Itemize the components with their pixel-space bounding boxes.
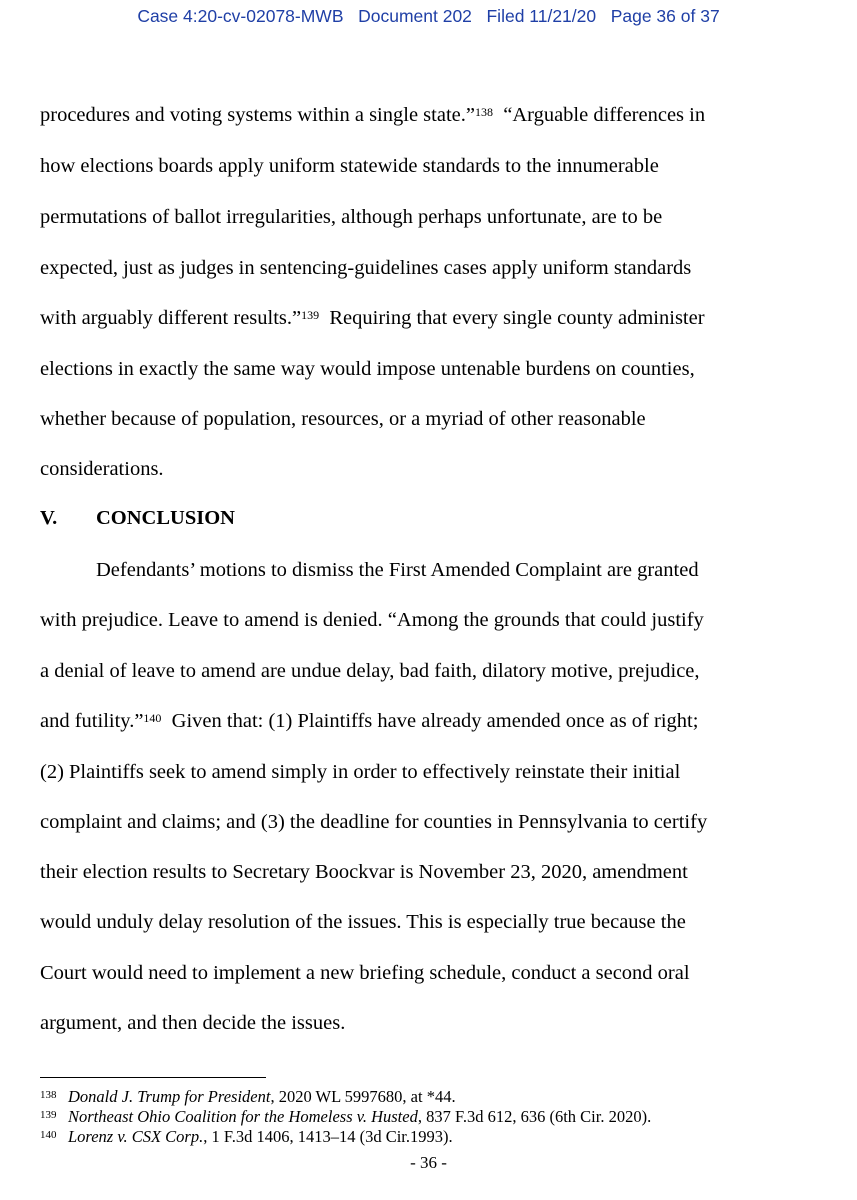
body-line: with arguably different results.”$^{139}$ Requiring that every single county administer xyxy=(40,307,705,329)
body-line: argument, and then decide the issues. xyxy=(40,1012,346,1034)
body-line: (2) Plaintiffs seek to amend simply in order to effectively reinstate their initial xyxy=(40,761,681,783)
section-title: CONCLUSION xyxy=(96,507,235,529)
body-line: procedures and voting systems within a single state.”$^{138}$ “Arguable differences in xyxy=(40,104,706,126)
footnote: 140 Lorenz v. CSX Corp., 1 F.3d 1406, 1413–14 (3d Cir.1993). xyxy=(40,1127,453,1146)
body-line: how elections boards apply uniform statewide standards to the innumerable xyxy=(40,155,659,177)
case-name: Northeast Ohio Coalition for the Homeless v. Husted xyxy=(68,1107,418,1126)
footnote-number: 139 xyxy=(40,1109,57,1121)
footnote-number: 138 xyxy=(40,1089,57,1101)
footnote: 139 Northeast Ohio Coalition for the Homeless v. Husted, 837 F.3d 612, 636 (6th Cir. 2020). xyxy=(40,1107,652,1126)
footnote: 138 Donald J. Trump for President, 2020 WL 5997680, at *44. xyxy=(40,1087,456,1106)
footnote-ref[interactable]: 140 xyxy=(143,711,162,725)
body-line: whether because of population, resources, or a myriad of other reasonable xyxy=(40,408,646,430)
body-line: a denial of leave to amend are undue delay, bad faith, dilatory motive, prejudice, xyxy=(40,660,700,682)
footnote-number: 140 xyxy=(40,1129,57,1141)
footnote-ref[interactable]: 139 xyxy=(301,308,320,322)
section-number: V. xyxy=(40,507,58,529)
body-line: permutations of ballot irregularities, although perhaps unfortunate, are to be xyxy=(40,206,663,228)
body-line: with prejudice. Leave to amend is denied. “Among the grounds that could justify xyxy=(40,609,704,631)
case-header: Case 4:20-cv-02078-MWB Document 202 Filed 11/21/20 Page 36 of 37 xyxy=(137,6,720,26)
body-line: and futility.”$^{140}$ Given that: (1) Plaintiffs have already amended once as of right; xyxy=(40,710,699,732)
body-line: Court would need to implement a new briefing schedule, conduct a second oral xyxy=(40,962,690,984)
case-name: Lorenz v. CSX Corp. xyxy=(68,1127,204,1146)
footnote-ref[interactable]: 138 xyxy=(474,105,493,119)
body-line: expected, just as judges in sentencing-guidelines cases apply uniform standards xyxy=(40,257,692,279)
footnote-separator xyxy=(40,1077,266,1078)
case-name: Donald J. Trump for President xyxy=(68,1087,271,1106)
body-line: their election results to Secretary Boockvar is November 23, 2020, amendment xyxy=(40,861,688,883)
page-number: - 36 - xyxy=(410,1153,447,1172)
section-heading xyxy=(40,507,235,530)
body-line: elections in exactly the same way would impose untenable burdens on counties, xyxy=(40,358,695,380)
body-line: would unduly delay resolution of the issues. This is especially true because the xyxy=(40,911,686,933)
body-line: considerations. xyxy=(40,458,164,480)
body-line: complaint and claims; and (3) the deadline for counties in Pennsylvania to certify xyxy=(40,811,708,833)
body-line: Defendants’ motions to dismiss the First Amended Complaint are granted xyxy=(96,559,699,581)
